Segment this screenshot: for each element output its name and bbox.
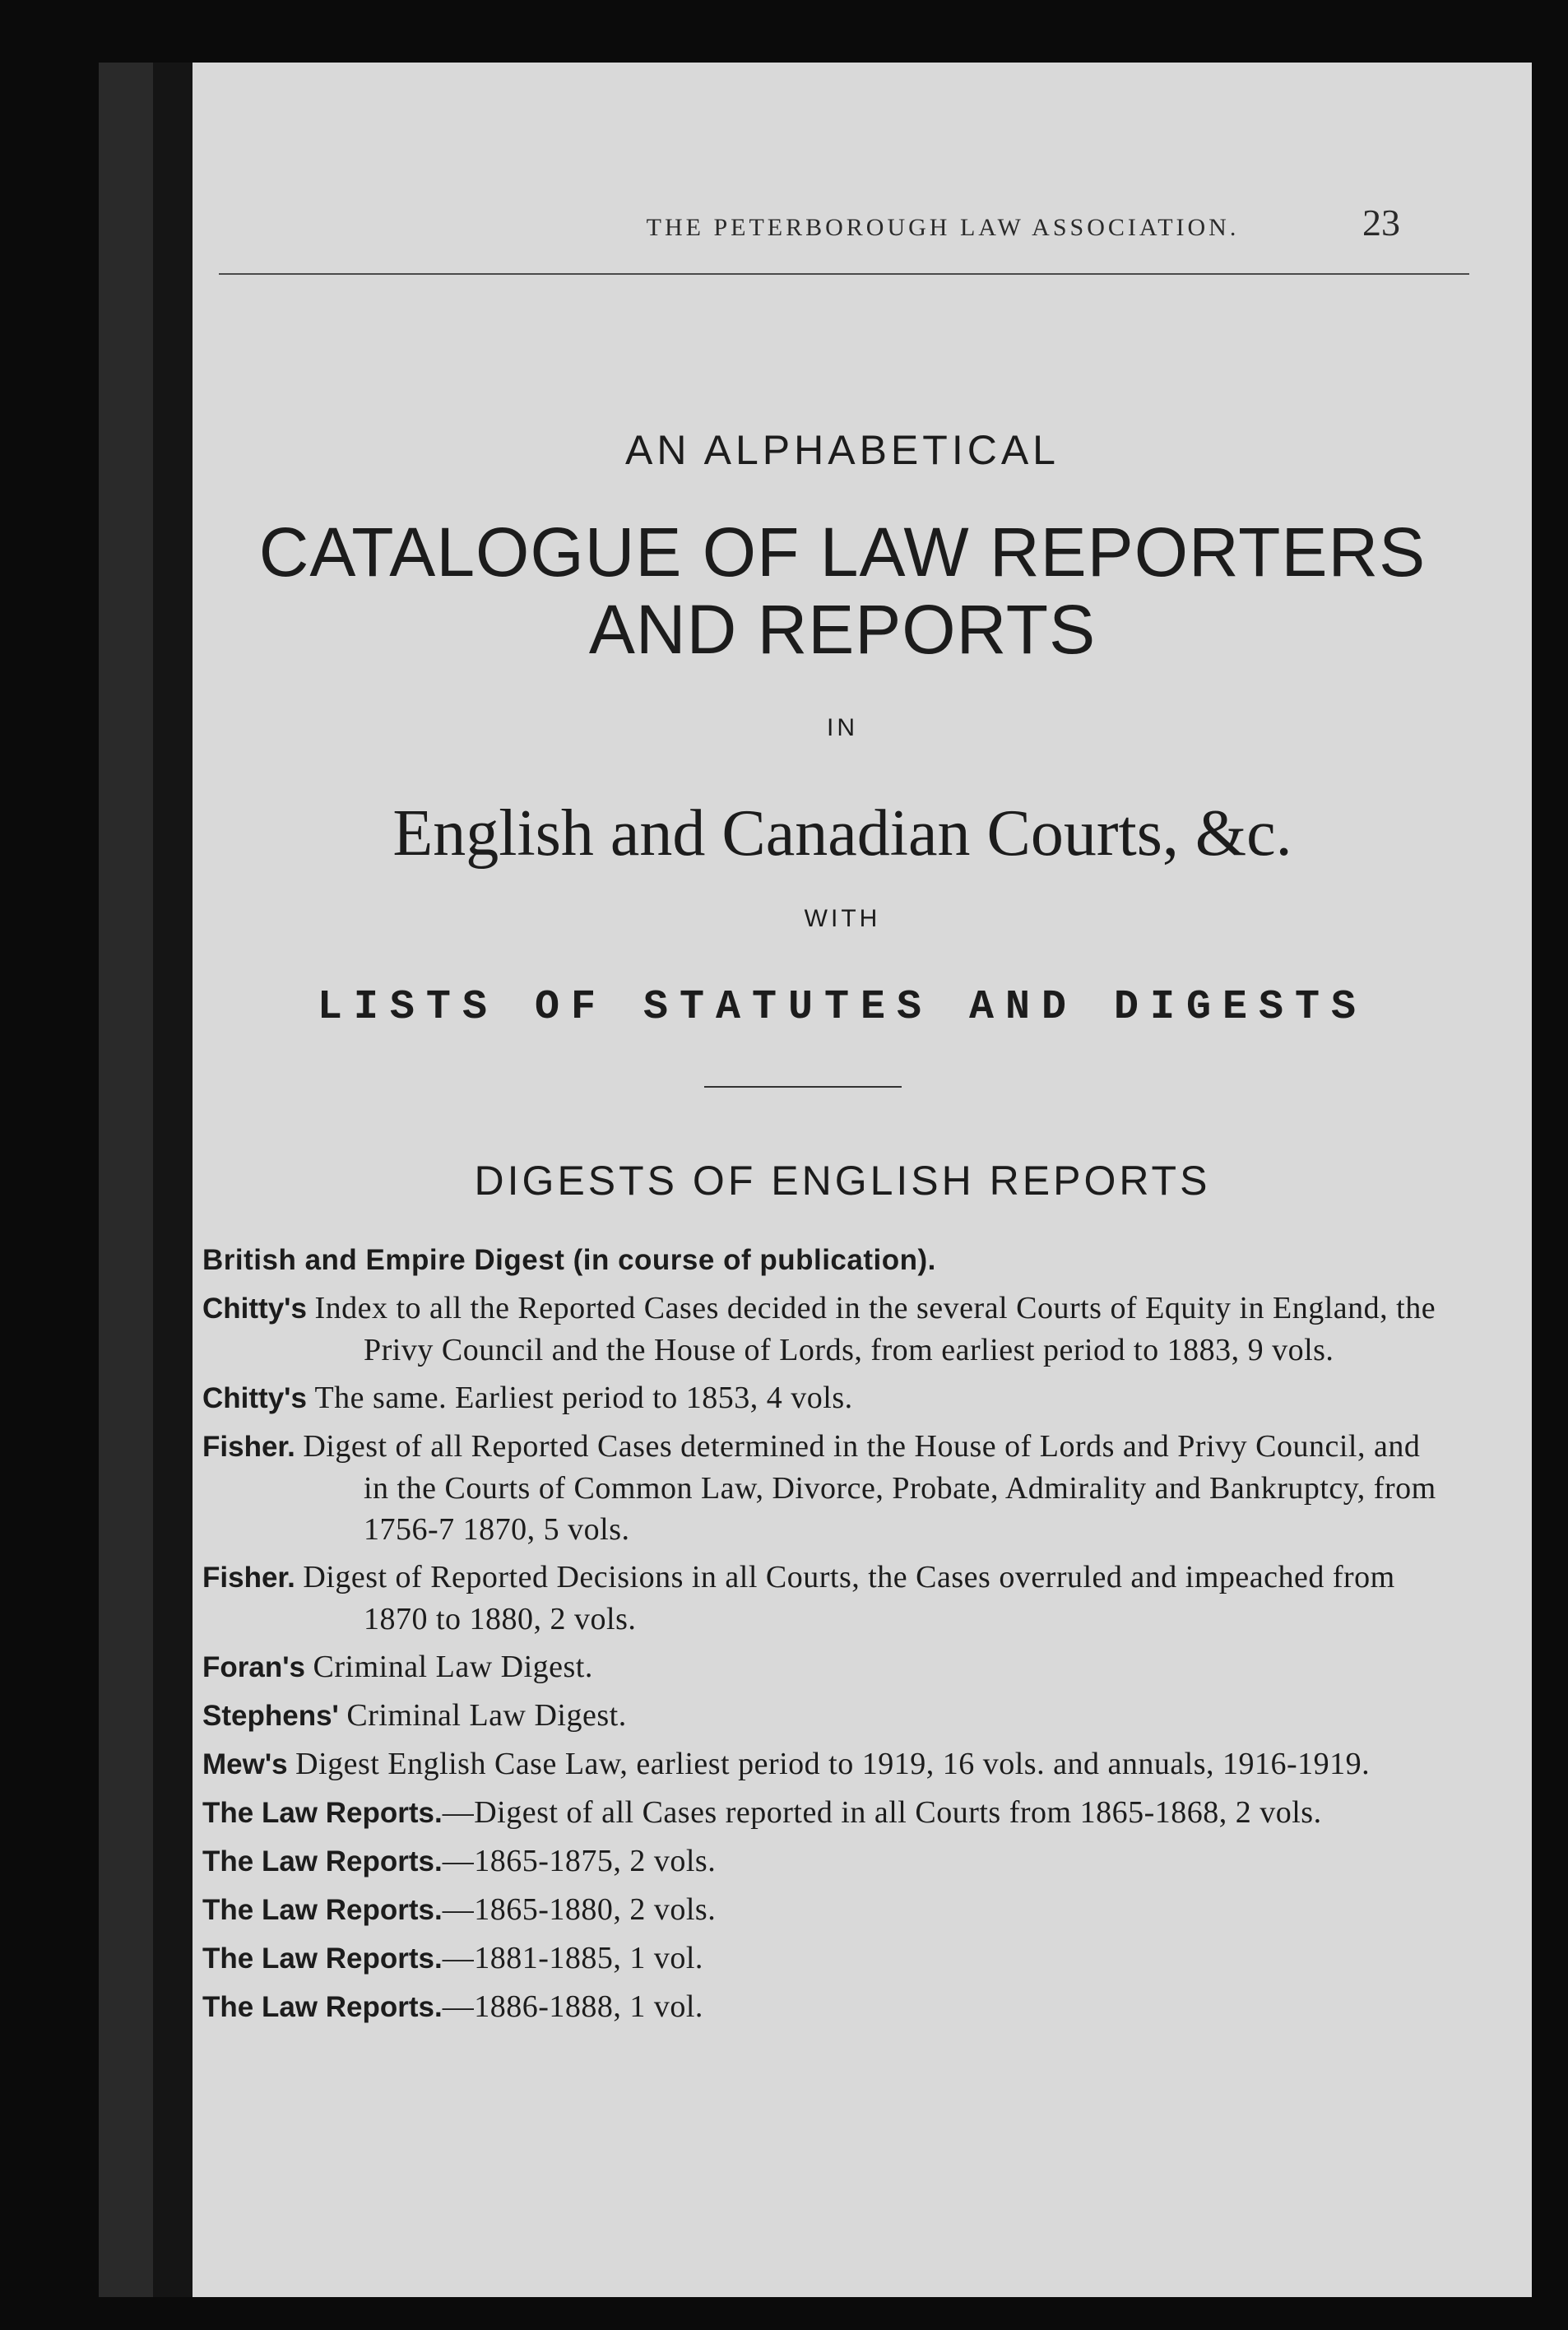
entry-text: The same. Earliest period to 1853, 4 vols. (314, 1381, 853, 1415)
previous-page-edge (99, 63, 153, 2297)
running-header: THE PETERBOROUGH LAW ASSOCIATION. (646, 214, 1240, 241)
entry-text: Digest English Case Law, earliest period to 1919, 16 vols. and annuals, 1916-1919. (295, 1747, 1371, 1781)
list-item (202, 1840, 1453, 1882)
entry-name: Stephens' (202, 1700, 339, 1732)
entry-text: Index to all the Reported Cases decided in the several Courts of Equity in England, the Privy Council and the House of Lords, from earliest period to 1883, 9 vols. (314, 1291, 1436, 1367)
entry-text: —1881-1885, 1 vol. (442, 1941, 703, 1975)
entry-text: —1865-1880, 2 vols. (442, 1892, 717, 1927)
entry-name: The Law Reports. (202, 1894, 443, 1926)
entry-name: The Law Reports. (202, 1991, 443, 2023)
page-number: 23 (1362, 202, 1400, 244)
entry-text: Digest of all Reported Cases determined in the House of Lords and Privy Council, and in the Courts of Common Law, Divorce, Probate, Admirality and Bankruptcy, from 1756-7 1870, 5 vols. (303, 1429, 1436, 1547)
entry-name: Foran's (202, 1651, 306, 1683)
entry-name: The Law Reports. (202, 1942, 443, 1975)
title-courts: English and Canadian Courts, &c. (392, 797, 1292, 870)
entry-text: —1865-1875, 2 vols. (442, 1844, 717, 1878)
entry-name: The Law Reports. (202, 1797, 443, 1829)
entry-name: Chitty's (202, 1293, 307, 1325)
title-in: IN (827, 714, 858, 741)
entry-name: Fisher. (202, 1431, 295, 1463)
list-item (202, 1986, 1453, 2028)
entry-name: Mew's (202, 1748, 288, 1780)
section-divider (704, 1086, 902, 1088)
list-item (202, 1695, 1453, 1737)
title-line-1: AN ALPHABETICAL (625, 427, 1060, 473)
entry-text: Digest of Reported Decisions in all Courts, the Cases overruled and impeached from 1870 to 1880, 2 vols. (303, 1560, 1395, 1636)
list-item (202, 1426, 1453, 1550)
list-item (202, 1889, 1453, 1931)
header-rule (219, 273, 1469, 275)
document-page (153, 63, 1532, 2297)
title-lists: LISTS OF STATUTES AND DIGESTS (317, 984, 1368, 1031)
entry-text: —1886-1888, 1 vol. (442, 1989, 703, 2024)
title-with: WITH (804, 905, 881, 932)
list-item (202, 1288, 1453, 1371)
entry-text: —Digest of all Cases reported in all Courts from 1865-1868, 2 vols. (442, 1795, 1322, 1830)
entry-text: Criminal Law Digest. (313, 1650, 593, 1684)
entry-name: Chitty's (202, 1382, 307, 1414)
entry-name: Fisher. (202, 1562, 295, 1594)
list-item (202, 1743, 1453, 1785)
main-title-line-a: CATALOGUE OF LAW REPORTERS (258, 513, 1427, 591)
main-title-line-b: AND REPORTS (588, 591, 1097, 668)
entry-name: The Law Reports. (202, 1845, 443, 1877)
entry-text: Criminal Law Digest. (346, 1698, 627, 1733)
list-item (202, 1938, 1453, 1980)
section-heading: DIGESTS OF ENGLISH REPORTS (474, 1158, 1211, 1204)
list-item (202, 1557, 1453, 1640)
entry-name: British and Empire Digest (in course of publication). (202, 1244, 936, 1276)
list-item (202, 1377, 1453, 1419)
entry-list (202, 1239, 1453, 2035)
list-item (202, 1646, 1453, 1688)
list-item (202, 1792, 1453, 1834)
list-item (202, 1239, 1453, 1281)
main-title (153, 513, 1532, 668)
